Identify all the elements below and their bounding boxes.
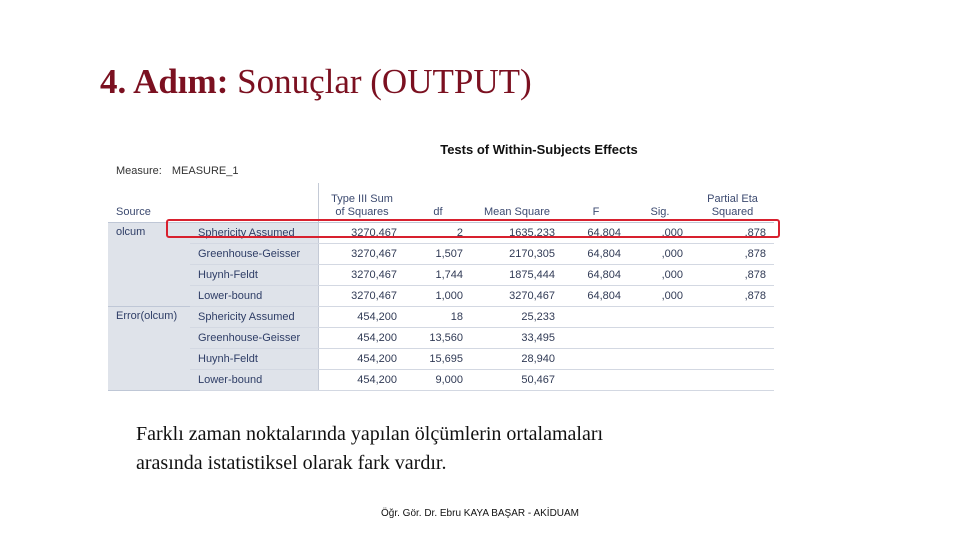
table-row (108, 265, 774, 286)
correction-cell: Sphericity Assumed (190, 307, 319, 328)
ss-cell: 3270,467 (319, 244, 406, 265)
f-cell (563, 349, 629, 370)
correction-cell: Greenhouse-Geisser (190, 244, 319, 265)
header-df: df (405, 183, 471, 223)
eta-cell (691, 349, 774, 370)
df-cell: 1,000 (405, 286, 471, 307)
ss-cell: 454,200 (319, 307, 406, 328)
eta-cell (691, 307, 774, 328)
table-row (108, 328, 774, 349)
df-cell: 15,695 (405, 349, 471, 370)
ms-cell: 25,233 (471, 307, 563, 328)
measure-line (116, 165, 239, 177)
header-eta-line2: Squared (711, 206, 754, 218)
sig-cell: ,000 (629, 286, 691, 307)
ms-cell: 33,495 (471, 328, 563, 349)
f-cell: 64,804 (563, 223, 629, 244)
df-cell: 1,744 (405, 265, 471, 286)
header-partial-eta (691, 183, 774, 223)
slide-title (100, 62, 532, 102)
sig-cell (629, 349, 691, 370)
ss-cell: 3270,467 (319, 223, 406, 244)
sig-cell (629, 307, 691, 328)
f-cell (563, 370, 629, 391)
correction-cell: Greenhouse-Geisser (190, 328, 319, 349)
source-cell: Error(olcum) (108, 307, 190, 391)
correction-cell: Huynh-Feldt (190, 349, 319, 370)
table-body (108, 223, 774, 391)
slide-title-text: Sonuçlar (OUTPUT) (228, 62, 532, 101)
eta-cell (691, 370, 774, 391)
measure-label: Measure: (116, 165, 162, 177)
header-source: Source (108, 183, 190, 223)
table-title: Tests of Within-Subjects Effects (440, 142, 638, 157)
df-cell: 1,507 (405, 244, 471, 265)
sig-cell: ,000 (629, 244, 691, 265)
ms-cell: 2170,305 (471, 244, 563, 265)
ss-cell: 3270,467 (319, 286, 406, 307)
header-correction (190, 183, 319, 223)
header-f: F (563, 183, 629, 223)
df-cell: 13,560 (405, 328, 471, 349)
ms-cell: 50,467 (471, 370, 563, 391)
ms-cell: 1875,444 (471, 265, 563, 286)
interpretation-note (136, 420, 603, 478)
source-cell: olcum (108, 223, 190, 307)
header-ss-line1: Type III Sum (331, 193, 393, 205)
sig-cell: ,000 (629, 223, 691, 244)
header-eta-line1: Partial Eta (707, 193, 758, 205)
header-sig: Sig. (629, 183, 691, 223)
highlight-box (166, 219, 780, 238)
ms-cell: 3270,467 (471, 286, 563, 307)
ms-cell: 28,940 (471, 349, 563, 370)
correction-cell: Sphericity Assumed (190, 223, 319, 244)
eta-cell: ,878 (691, 223, 774, 244)
table-header-row (108, 183, 774, 223)
sig-cell (629, 328, 691, 349)
f-cell: 64,804 (563, 286, 629, 307)
header-mean-square: Mean Square (471, 183, 563, 223)
ms-cell: 1635,233 (471, 223, 563, 244)
correction-cell: Lower-bound (190, 370, 319, 391)
f-cell: 64,804 (563, 244, 629, 265)
table-row (108, 370, 774, 391)
df-cell: 9,000 (405, 370, 471, 391)
ss-cell: 3270,467 (319, 265, 406, 286)
note-line-2: arasında istatistiksel olarak fark vardır. (136, 452, 447, 474)
table-row (108, 286, 774, 307)
correction-cell: Lower-bound (190, 286, 319, 307)
header-sum-of-squares (319, 183, 406, 223)
correction-cell: Huynh-Feldt (190, 265, 319, 286)
table-row (108, 307, 774, 328)
note-line-1: Farklı zaman noktalarında yapılan ölçümlerin ortalamaları (136, 423, 604, 445)
df-cell: 18 (405, 307, 471, 328)
ss-cell: 454,200 (319, 349, 406, 370)
ss-cell: 454,200 (319, 328, 406, 349)
eta-cell: ,878 (691, 265, 774, 286)
sig-cell: ,000 (629, 265, 691, 286)
table-row (108, 244, 774, 265)
footer-author: Öğr. Gör. Dr. Ebru KAYA BAŞAR - AKİDUAM (380, 508, 580, 519)
f-cell (563, 307, 629, 328)
eta-cell: ,878 (691, 244, 774, 265)
measure-value: MEASURE_1 (171, 165, 239, 177)
eta-cell: ,878 (691, 286, 774, 307)
f-cell (563, 328, 629, 349)
header-ss-line2: of Squares (335, 206, 389, 218)
table-row (108, 349, 774, 370)
df-cell: 2 (405, 223, 471, 244)
eta-cell (691, 328, 774, 349)
ss-cell: 454,200 (319, 370, 406, 391)
f-cell: 64,804 (563, 265, 629, 286)
slide-title-step: 4. Adım: (100, 62, 229, 101)
within-subjects-effects-table (108, 183, 774, 391)
sig-cell (629, 370, 691, 391)
